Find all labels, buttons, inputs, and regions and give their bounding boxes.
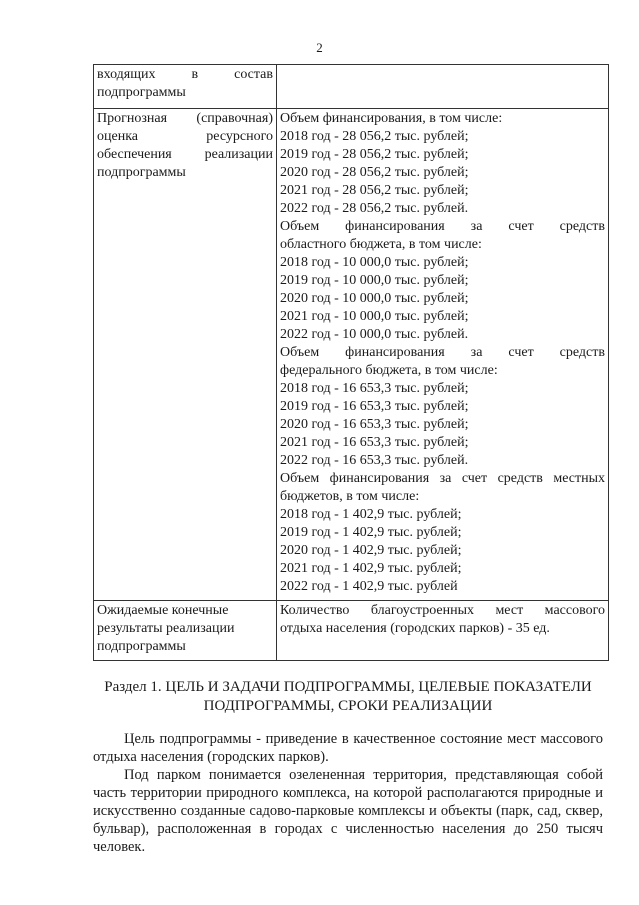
cell-line: Количество благоустроенных мест массового xyxy=(280,603,605,618)
cell-line: 2018 год - 1 402,9 тыс. рублей; xyxy=(280,507,462,522)
financing-details xyxy=(277,109,609,601)
cell-line: Ожидаемые конечные xyxy=(97,603,229,618)
table-row xyxy=(94,601,609,661)
cell-line: отдыха населения (городских парков) - 35 ед. xyxy=(280,621,550,636)
cell-line: 2018 год - 28 056,2 тыс. рублей; xyxy=(280,129,469,144)
cell-line: 2019 год - 10 000,0 тыс. рублей; xyxy=(280,273,469,288)
cell-line: 2019 год - 1 402,9 тыс. рублей; xyxy=(280,525,462,540)
cell-line: входящих в состав xyxy=(97,67,273,82)
cell-line: 2021 год - 10 000,0 тыс. рублей; xyxy=(280,309,469,324)
cell-line: подпрограммы xyxy=(97,165,186,180)
cell-line: Объем финансирования, в том числе: xyxy=(280,111,503,126)
table-row xyxy=(94,109,609,601)
section-title-line: Раздел 1. ЦЕЛЬ И ЗАДАЧИ ПОДПРОГРАММЫ, ЦЕЛЕВЫЕ ПОКАЗАТЕЛИ xyxy=(104,679,592,695)
paragraph: Под парком понимается озелененная территория, представляющая собой часть территории природного комплекса, на которой располагаются природные и искусственно созданные садово-парковые комплексы и объекты (парк, сад, сквер, бульвар), расположенная в городах с численностью населения до 250 тысяч человек. xyxy=(93,767,603,855)
cell-line: Объем финансирования за счет средств местных xyxy=(280,471,605,486)
page-number: 2 xyxy=(316,40,323,55)
cell-line: подпрограммы xyxy=(97,639,186,654)
cell-line: 2022 год - 1 402,9 тыс. рублей xyxy=(280,579,458,594)
cell-line: 2020 год - 16 653,3 тыс. рублей; xyxy=(280,417,469,432)
section-title xyxy=(93,678,603,716)
cell-line: бюджетов, в том числе: xyxy=(280,489,420,504)
cell-line: 2022 год - 28 056,2 тыс. рублей. xyxy=(280,201,469,216)
cell-line: обеспечения реализации xyxy=(97,147,273,162)
cell-line: 2021 год - 1 402,9 тыс. рублей; xyxy=(280,561,462,576)
cell-line: 2021 год - 16 653,3 тыс. рублей; xyxy=(280,435,469,450)
cell-line: 2018 год - 16 653,3 тыс. рублей; xyxy=(280,381,469,396)
cell-line: областного бюджета, в том числе: xyxy=(280,237,482,252)
cell-line: результаты реализации xyxy=(97,621,235,636)
cell-line: 2018 год - 10 000,0 тыс. рублей; xyxy=(280,255,469,270)
cell-line: оценка ресурсного xyxy=(97,129,273,144)
cell-line: 2022 год - 16 653,3 тыс. рублей. xyxy=(280,453,469,468)
cell-line: Объем финансирования за счет средств xyxy=(280,219,605,234)
cell-line: 2020 год - 10 000,0 тыс. рублей; xyxy=(280,291,469,306)
table-cell-label xyxy=(94,601,277,661)
cell-line: федерального бюджета, в том числе: xyxy=(280,363,498,378)
expected-results xyxy=(277,601,609,661)
cell-line: Объем финансирования за счет средств xyxy=(280,345,605,360)
body-text xyxy=(93,730,603,856)
table-cell-value xyxy=(277,65,609,109)
cell-line: 2022 год - 10 000,0 тыс. рублей. xyxy=(280,327,469,342)
cell-line: 2019 год - 16 653,3 тыс. рублей; xyxy=(280,399,469,414)
cell-line: 2020 год - 28 056,2 тыс. рублей; xyxy=(280,165,469,180)
table-cell-label xyxy=(94,65,277,109)
cell-line: 2019 год - 28 056,2 тыс. рублей; xyxy=(280,147,469,162)
table-cell-label xyxy=(94,109,277,601)
section-title-line: ПОДПРОГРАММЫ, СРОКИ РЕАЛИЗАЦИИ xyxy=(203,698,493,714)
subprogram-passport-table xyxy=(93,64,609,661)
cell-line: подпрограммы xyxy=(97,85,186,100)
cell-line: 2021 год - 28 056,2 тыс. рублей; xyxy=(280,183,469,198)
cell-line: 2020 год - 1 402,9 тыс. рублей; xyxy=(280,543,462,558)
paragraph: Цель подпрограммы - приведение в качественное состояние мест массового отдыха населения (городских парков). xyxy=(93,731,603,765)
cell-line: Прогнозная (справочная) xyxy=(97,111,273,126)
table-row xyxy=(94,65,609,109)
